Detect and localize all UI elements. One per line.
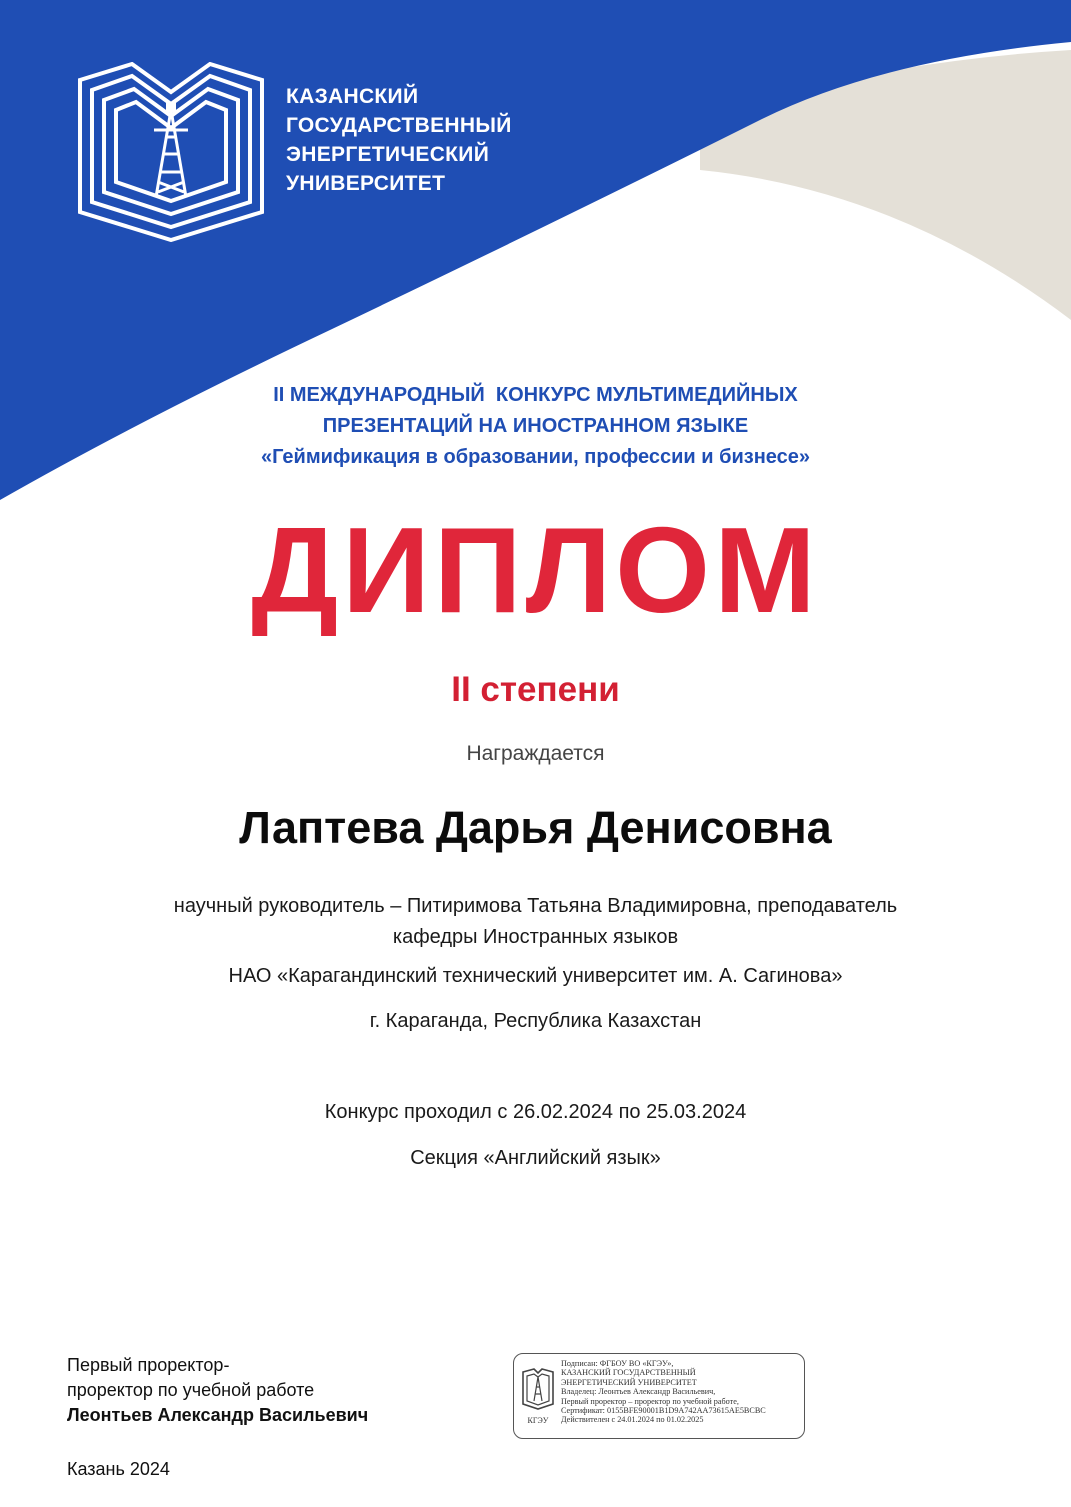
university-name-line: УНИВЕРСИТЕТ [286, 172, 446, 195]
contest-title-line2: ПРЕЗЕНТАЦИЙ НА ИНОСТРАННОМ ЯЗЫКЕ [322, 415, 749, 437]
emblem-caption: КГЭУ [527, 1416, 549, 1425]
signatory-position-line1: Первый проректор- [67, 1355, 230, 1375]
signature-line: ЭНЕРГЕТИЧЕСКИЙ УНИВЕРСИТЕТ [561, 1377, 697, 1387]
contest-title-line1: II МЕЖДУНАРОДНЫЙ КОНКУРС МУЛЬТИМЕДИЙНЫХ [273, 384, 798, 406]
signature-line: КАЗАНСКИЙ ГОСУДАРСТВЕННЫЙ [561, 1368, 696, 1378]
university-name-line: ЭНЕРГЕТИЧЕСКИЙ [286, 143, 490, 166]
supervisor-line1: научный руководитель – Питиримова Татьяна Владимировна, преподаватель [173, 895, 898, 917]
contest-title [0, 380, 1071, 473]
signature-line: Подписан: ФГБОУ ВО «КГЭУ», [561, 1359, 674, 1368]
signatory-position-line2: проректор по учебной работе [67, 1380, 315, 1400]
signatory-name: Леонтьев Александр Васильевич [67, 1405, 369, 1425]
signature-line: Первый проректор – проректор по учебной работе, [561, 1396, 739, 1406]
city-year: Казань 2024 [67, 1459, 170, 1479]
contest-dates: Конкурс проходил с 26.02.2024 по 25.03.2024 [324, 1101, 747, 1123]
recipient-name: Лаптева Дарья Денисовна [239, 802, 832, 853]
contest-section: Секция «Английский язык» [410, 1147, 661, 1169]
electronic-signature-stamp [513, 1353, 805, 1439]
signature-line: Сертификат: 0155BFE90001B1D9A742AA73615AE5BCBC [561, 1406, 766, 1416]
university-name-line: ГОСУДАРСТВЕННЫЙ [286, 114, 512, 137]
location: г. Караганда, Республика Казахстан [369, 1010, 702, 1032]
supervisor-line2: кафедры Иностранных языков [392, 926, 679, 948]
supervisor-info [0, 891, 1071, 953]
contest-theme: «Геймификация в образовании, профессии и бизнесе» [260, 446, 811, 468]
signature-line: Владелец: Леонтьев Александр Васильевич, [561, 1387, 716, 1397]
ksue-book-tower-logo-icon [76, 62, 266, 242]
university-name [286, 82, 586, 198]
university-name-line: КАЗАНСКИЙ [286, 85, 419, 108]
diploma-title: ДИПЛОМ [251, 502, 820, 638]
signatory-block [67, 1353, 368, 1428]
diploma-degree: II степени [451, 670, 620, 709]
signature-line: Действителен с 24.01.2024 по 01.02.2025 [561, 1415, 704, 1425]
signature-details [561, 1359, 801, 1425]
ksue-emblem-icon [521, 1368, 555, 1428]
awarded-label: Награждается [466, 742, 605, 765]
organization-name: НАО «Карагандинский технический университет им. А. Сагинова» [228, 965, 843, 987]
